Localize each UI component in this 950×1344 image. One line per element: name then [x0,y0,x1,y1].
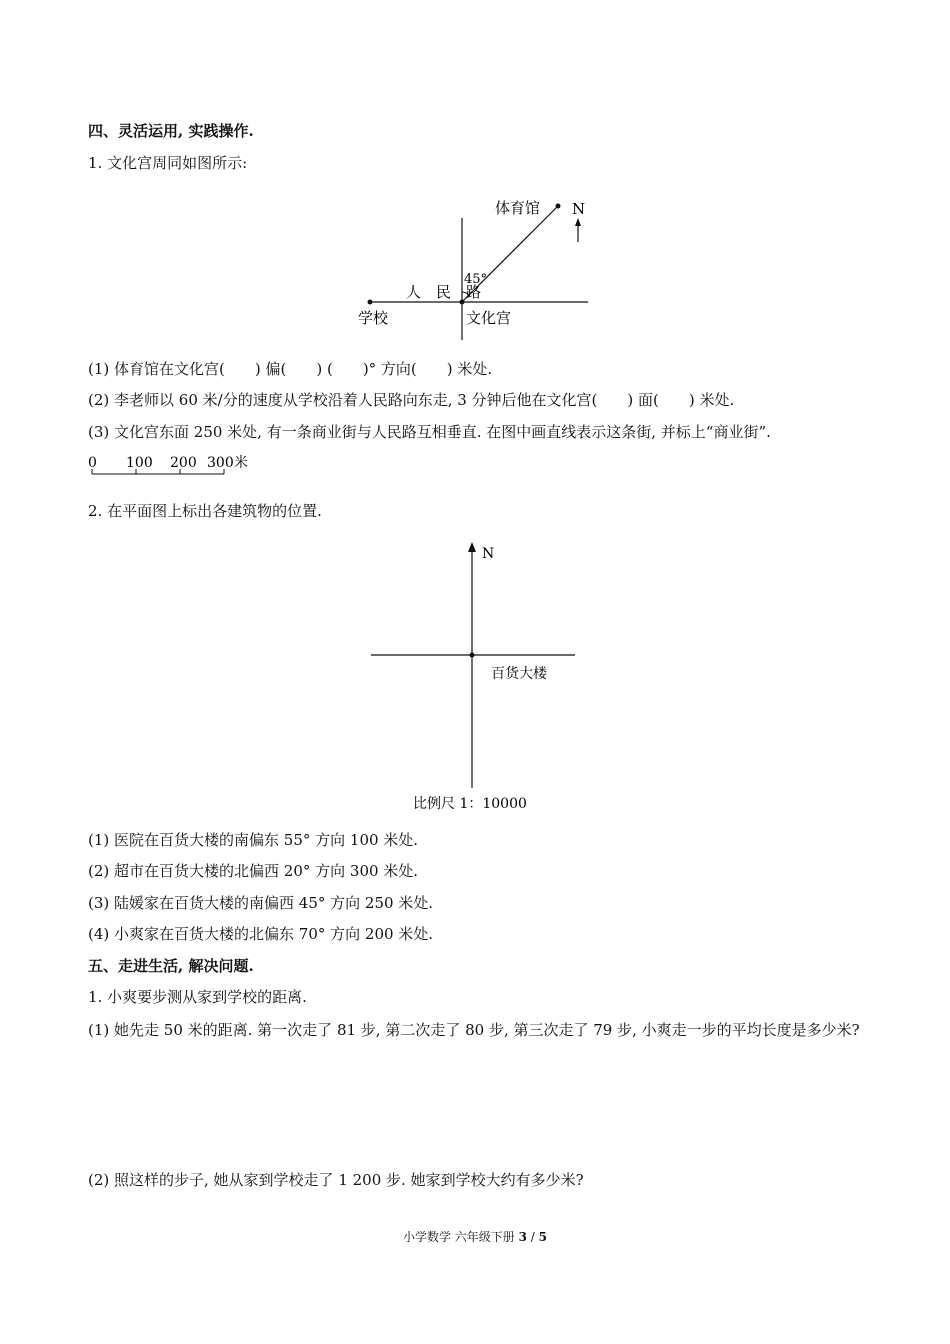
section-5-question-1-part-1: (1) 她先走 50 米的距离. 第一次走了 81 步, 第二次走了 80 步, 第三次走了 79 步, 小爽走一步的平均长度是多少米? [88,1021,860,1039]
question-2-item-1: (1) 医院在百货大楼的南偏东 55° 方向 100 米处. [88,831,419,849]
page-total: 5 [538,1230,548,1244]
north-arrow-icon [575,218,581,226]
question-2-title: 2. 在平面图上标出各建筑物的位置. [88,502,322,520]
question-1-part-1: (1) 体育馆在文化宫( ) 偏( ) ( )° 方向( ) 米处. [88,360,493,378]
school-label: 学校 [358,309,389,327]
section-5-question-1-part-2: (2) 照这样的步子, 她从家到学校走了 1 200 步. 她家到学校大约有多少米? [88,1171,584,1189]
map-scale-label: 比例尺 1：10000 [413,796,527,812]
page-current: 3 [518,1230,527,1244]
north-label: N [482,546,495,562]
scale-label-100: 100 [126,455,153,471]
page-footer [0,1228,950,1245]
scale-label-0: 0 [88,455,97,471]
section-5-heading: 五、走进生活, 解决问题. [88,957,254,975]
department-store-diagram [365,538,585,818]
question-2-item-3: (3) 陆媛家在百货大楼的南偏西 45° 方向 250 米处. [88,894,434,912]
school-dot [368,300,373,305]
question-1-part-2: (2) 李老师以 60 米/分的速度从学校沿着人民路向东走, 3 分钟后他在文化宫( ) 面( ) 米处. [88,391,735,409]
road-label: 人 民 路 [406,283,482,301]
north-label: N [572,200,586,218]
question-2-item-2: (2) 超市在百货大楼的北偏西 20° 方向 300 米处. [88,862,419,880]
question-1-part-3: (3) 文化宫东面 250 米处, 有一条商业街与人民路互相垂直. 在图中画直线表示这条街, 并标上“商业街”. [88,423,771,441]
scale-label-200: 200 [170,455,197,471]
stadium-label: 体育馆 [495,199,541,217]
culture-palace-diagram [350,190,610,340]
question-2-item-4: (4) 小爽家在百货大楼的北偏东 70° 方向 200 米处. [88,925,434,943]
section-5-question-1-title: 1. 小爽要步测从家到学校的距离. [88,988,307,1006]
angle-label: 45° [464,272,488,287]
scale-label-300: 300 [207,455,234,471]
department-store-label: 百货大楼 [491,666,547,682]
page-separator: / [526,1230,539,1244]
north-arrow-icon [468,542,476,552]
section-4-heading: 四、灵活运用, 实践操作. [88,122,254,140]
department-store-dot [470,653,475,658]
stadium-dot [556,204,561,209]
question-1-title: 1. 文化宫周同如图所示: [88,154,248,172]
scale-unit: 米 [234,455,248,471]
scale-bar [86,452,266,482]
footer-text: 小学数学 六年级下册 [402,1230,519,1244]
culture-palace-label: 文化宫 [466,309,512,327]
